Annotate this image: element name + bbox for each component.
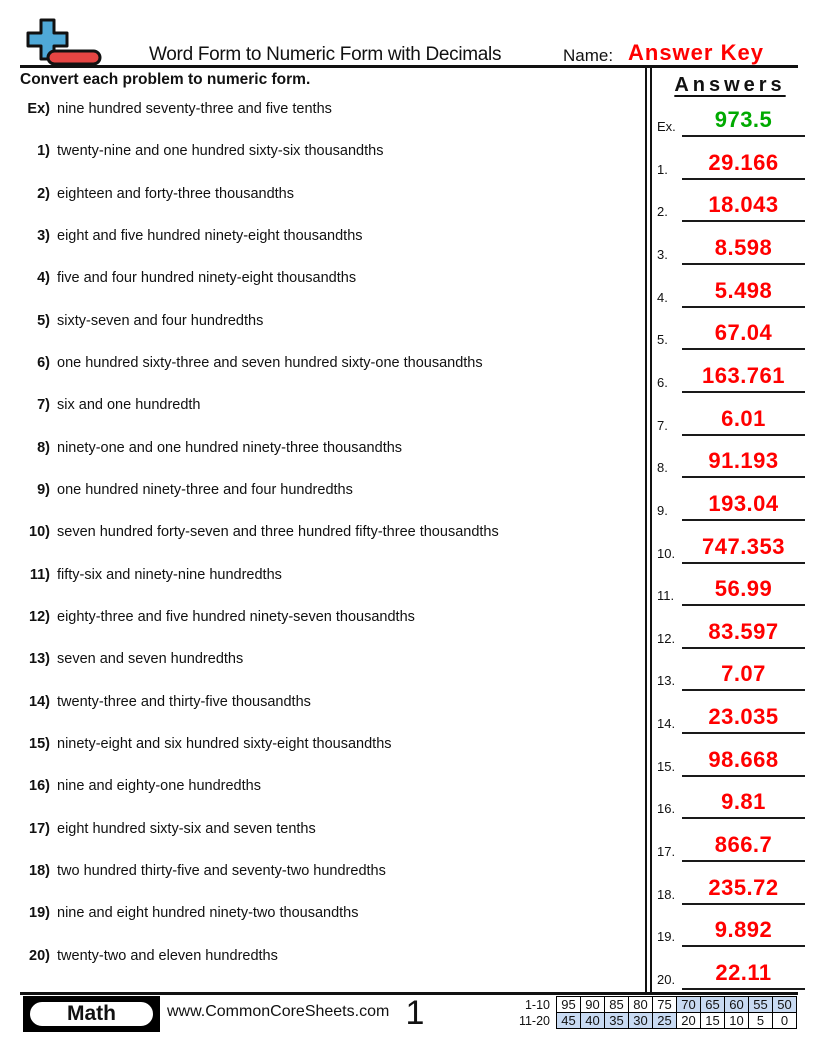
problem-number: 18) [29,863,50,879]
score-cell: 10 [725,1013,749,1029]
answer-line [682,611,805,649]
answer-label: 20. [657,972,676,987]
header-divider-line [20,65,798,68]
instruction-text: Convert each problem to numeric form. [20,71,311,88]
problem-row [18,482,638,498]
answer-value: 22.11 [715,960,772,985]
answer-label: 11. [657,588,675,603]
answer-line [682,184,805,222]
answer-line [682,568,805,606]
answer-value: 235.72 [708,875,779,900]
answer-row [653,350,808,393]
problem-number: 4) [37,270,50,286]
answer-label: 9. [657,503,668,518]
problem-number: 17) [29,821,50,837]
answer-label: 3. [657,247,668,262]
answer-label: 2. [657,204,668,219]
answer-line [682,483,805,521]
subject-badge-label: Math [27,999,156,1029]
answer-line [682,867,805,905]
answer-row [653,265,808,308]
problem-row [18,228,638,244]
answer-value: 193.04 [708,491,779,516]
answer-line [682,952,805,990]
answer-line [682,653,805,691]
answer-row [653,606,808,649]
problem-text: one hundred sixty-three and seven hundred sixty-one thousandths [57,355,483,371]
problem-number: 3) [37,228,50,244]
score-cell: 95 [557,997,581,1013]
answer-value: 973.5 [714,107,773,132]
answer-value: 29.166 [708,150,779,175]
problem-text: seven hundred forty-seven and three hundred fifty-three thousandths [57,524,499,540]
answer-label: 1. [657,162,668,177]
problem-number: 1) [37,143,50,159]
answer-row [653,734,808,777]
problem-text: twenty-two and eleven hundredths [57,948,278,964]
score-cell: 35 [605,1013,629,1029]
problem-number: 7) [37,397,50,413]
problem-text: one hundred ninety-three and four hundredths [57,482,353,498]
answer-value: 8.598 [714,235,773,260]
answer-value: 23.035 [708,704,779,729]
problem-row [18,905,638,921]
answer-row [653,435,808,478]
problem-text: ninety-eight and six hundred sixty-eight thousandths [57,736,392,752]
score-cell: 0 [773,1013,797,1029]
problem-row [18,651,638,667]
answer-label: 7. [657,418,668,433]
problem-text: nine and eighty-one hundredths [57,778,261,794]
problem-row [18,524,638,540]
problem-number: 16) [29,778,50,794]
problem-number: 12) [29,609,50,625]
answer-label: 18. [657,887,676,902]
score-cell: 20 [677,1013,701,1029]
answer-line [682,227,805,265]
problem-text: nine and eight hundred ninety-two thousandths [57,905,359,921]
answer-value: 18.043 [708,192,779,217]
problem-number: 10) [29,524,50,540]
answer-row [653,691,808,734]
plus-minus-logo-icon [26,18,104,66]
score-cell: 85 [605,997,629,1013]
problem-number: 5) [37,313,50,329]
answer-line [682,824,805,862]
problem-number: 6) [37,355,50,371]
score-cell: 15 [701,1013,725,1029]
answer-label: 16. [657,801,676,816]
answer-value: 163.761 [701,363,786,388]
answer-row [653,862,808,905]
answer-line [682,526,805,564]
answer-label: 4. [657,290,668,305]
answer-row [653,393,808,436]
problem-text: sixty-seven and four hundredths [57,313,264,329]
problem-number: 11) [29,567,50,583]
problem-row [18,778,638,794]
problem-row [18,313,638,329]
answer-line [682,270,805,308]
score-cell: 80 [629,997,653,1013]
problem-number: 2) [37,186,50,202]
answer-line [682,909,805,947]
problem-number: 20) [29,948,50,964]
answer-row [653,904,808,947]
answer-label: 6. [657,375,668,390]
problem-text: five and four hundred ninety-eight thousandths [57,270,357,286]
problem-text: twenty-nine and one hundred sixty-six thousandths [57,143,384,159]
problem-text: twenty-three and thirty-five thousandths [57,694,311,710]
answer-label: 5. [657,332,668,347]
answer-row [653,478,808,521]
score-cell: 55 [749,997,773,1013]
problem-row [18,101,638,117]
score-cell: 65 [701,997,725,1013]
score-cell: 30 [629,1013,653,1029]
answer-row [653,521,808,564]
answer-row [653,137,808,180]
problem-row [18,440,638,456]
website-url: www.CommonCoreSheets.com [167,1003,390,1020]
problem-row [18,143,638,159]
problem-number: Ex) [27,101,50,117]
problem-text: seven and seven hundredths [57,651,244,667]
score-cell: 50 [773,997,797,1013]
score-row-label: 1-10 [524,997,550,1012]
problem-text: two hundred thirty-five and seventy-two hundredths [57,863,386,879]
answer-label: 14. [657,716,676,731]
answer-value: 98.668 [708,747,779,772]
answer-value: 5.498 [714,278,773,303]
problem-row [18,186,638,202]
problem-row [18,948,638,964]
answer-row [653,947,808,990]
score-cell: 40 [581,1013,605,1029]
problem-number: 13) [29,651,50,667]
answer-row [653,776,808,819]
answer-row [653,307,808,350]
problem-text: eight and five hundred ninety-eight thousandths [57,228,363,244]
answer-value: 747.353 [701,534,786,559]
answer-line [682,99,805,137]
problem-number: 19) [29,905,50,921]
answer-value: 67.04 [714,320,773,345]
answer-label: 8. [657,460,668,475]
answer-label: 17. [657,844,676,859]
problem-row [18,694,638,710]
problem-number: 9) [37,482,50,498]
score-cell: 75 [653,997,677,1013]
subject-badge [23,996,160,1032]
problem-row [18,609,638,625]
problem-text: fifty-six and ninety-nine hundredths [57,567,282,583]
answer-label: 19. [657,929,676,944]
answer-line [682,355,805,393]
score-cell: 70 [677,997,701,1013]
problem-text: six and one hundredth [57,397,201,413]
answer-value: 9.81 [721,789,766,814]
answers-column-header: Answers [674,74,786,96]
answer-row [653,222,808,265]
answer-label: Ex. [657,119,676,134]
problem-row [18,863,638,879]
problem-row [18,397,638,413]
problem-text: ninety-one and one hundred ninety-three thousandths [57,440,403,456]
answer-line [682,312,805,350]
score-cell: 90 [581,997,605,1013]
problem-number: 15) [29,736,50,752]
column-divider [645,68,652,992]
problem-row [18,821,638,837]
answer-row [653,563,808,606]
score-cell: 45 [557,1013,581,1029]
problem-row [18,355,638,371]
score-cell: 5 [749,1013,773,1029]
score-cell: 60 [725,997,749,1013]
problem-text: eight hundred sixty-six and seven tenths [57,821,316,837]
answer-line [682,739,805,777]
page-number: 1 [405,994,425,1032]
answer-value: 83.597 [708,619,779,644]
problem-row [18,567,638,583]
answer-line [682,781,805,819]
answer-row [653,179,808,222]
answer-row [653,94,808,137]
answer-value: 56.99 [714,576,773,601]
problem-row [18,270,638,286]
answer-label: 12. [657,631,676,646]
name-label: Name: [563,46,614,65]
problem-text: eighteen and forty-three thousandths [57,186,294,202]
answer-label: 10. [657,546,676,561]
problem-number: 8) [37,440,50,456]
answer-value: 6.01 [721,406,766,431]
answer-value: 7.07 [721,661,766,686]
answer-row [653,648,808,691]
problem-text: nine hundred seventy-three and five tenths [57,101,332,117]
problem-text: eighty-three and five hundred ninety-seven thousandths [57,609,415,625]
answer-label: 13. [657,673,676,688]
answer-value: 866.7 [714,832,773,857]
answer-value: 9.892 [714,917,773,942]
answer-row [653,819,808,862]
answer-line [682,696,805,734]
score-cell: 25 [653,1013,677,1029]
problem-row [18,736,638,752]
problem-number: 14) [29,694,50,710]
answer-line [682,440,805,478]
answer-line [682,142,805,180]
score-row-label: 11-20 [518,1013,550,1028]
score-reference-table [509,996,797,1029]
answer-label: 15. [657,759,676,774]
page-title: Word Form to Numeric Form with Decimals [149,44,502,65]
answer-value: 91.193 [708,448,779,473]
answer-line [682,398,805,436]
answer-key-text: Answer Key [628,40,764,65]
